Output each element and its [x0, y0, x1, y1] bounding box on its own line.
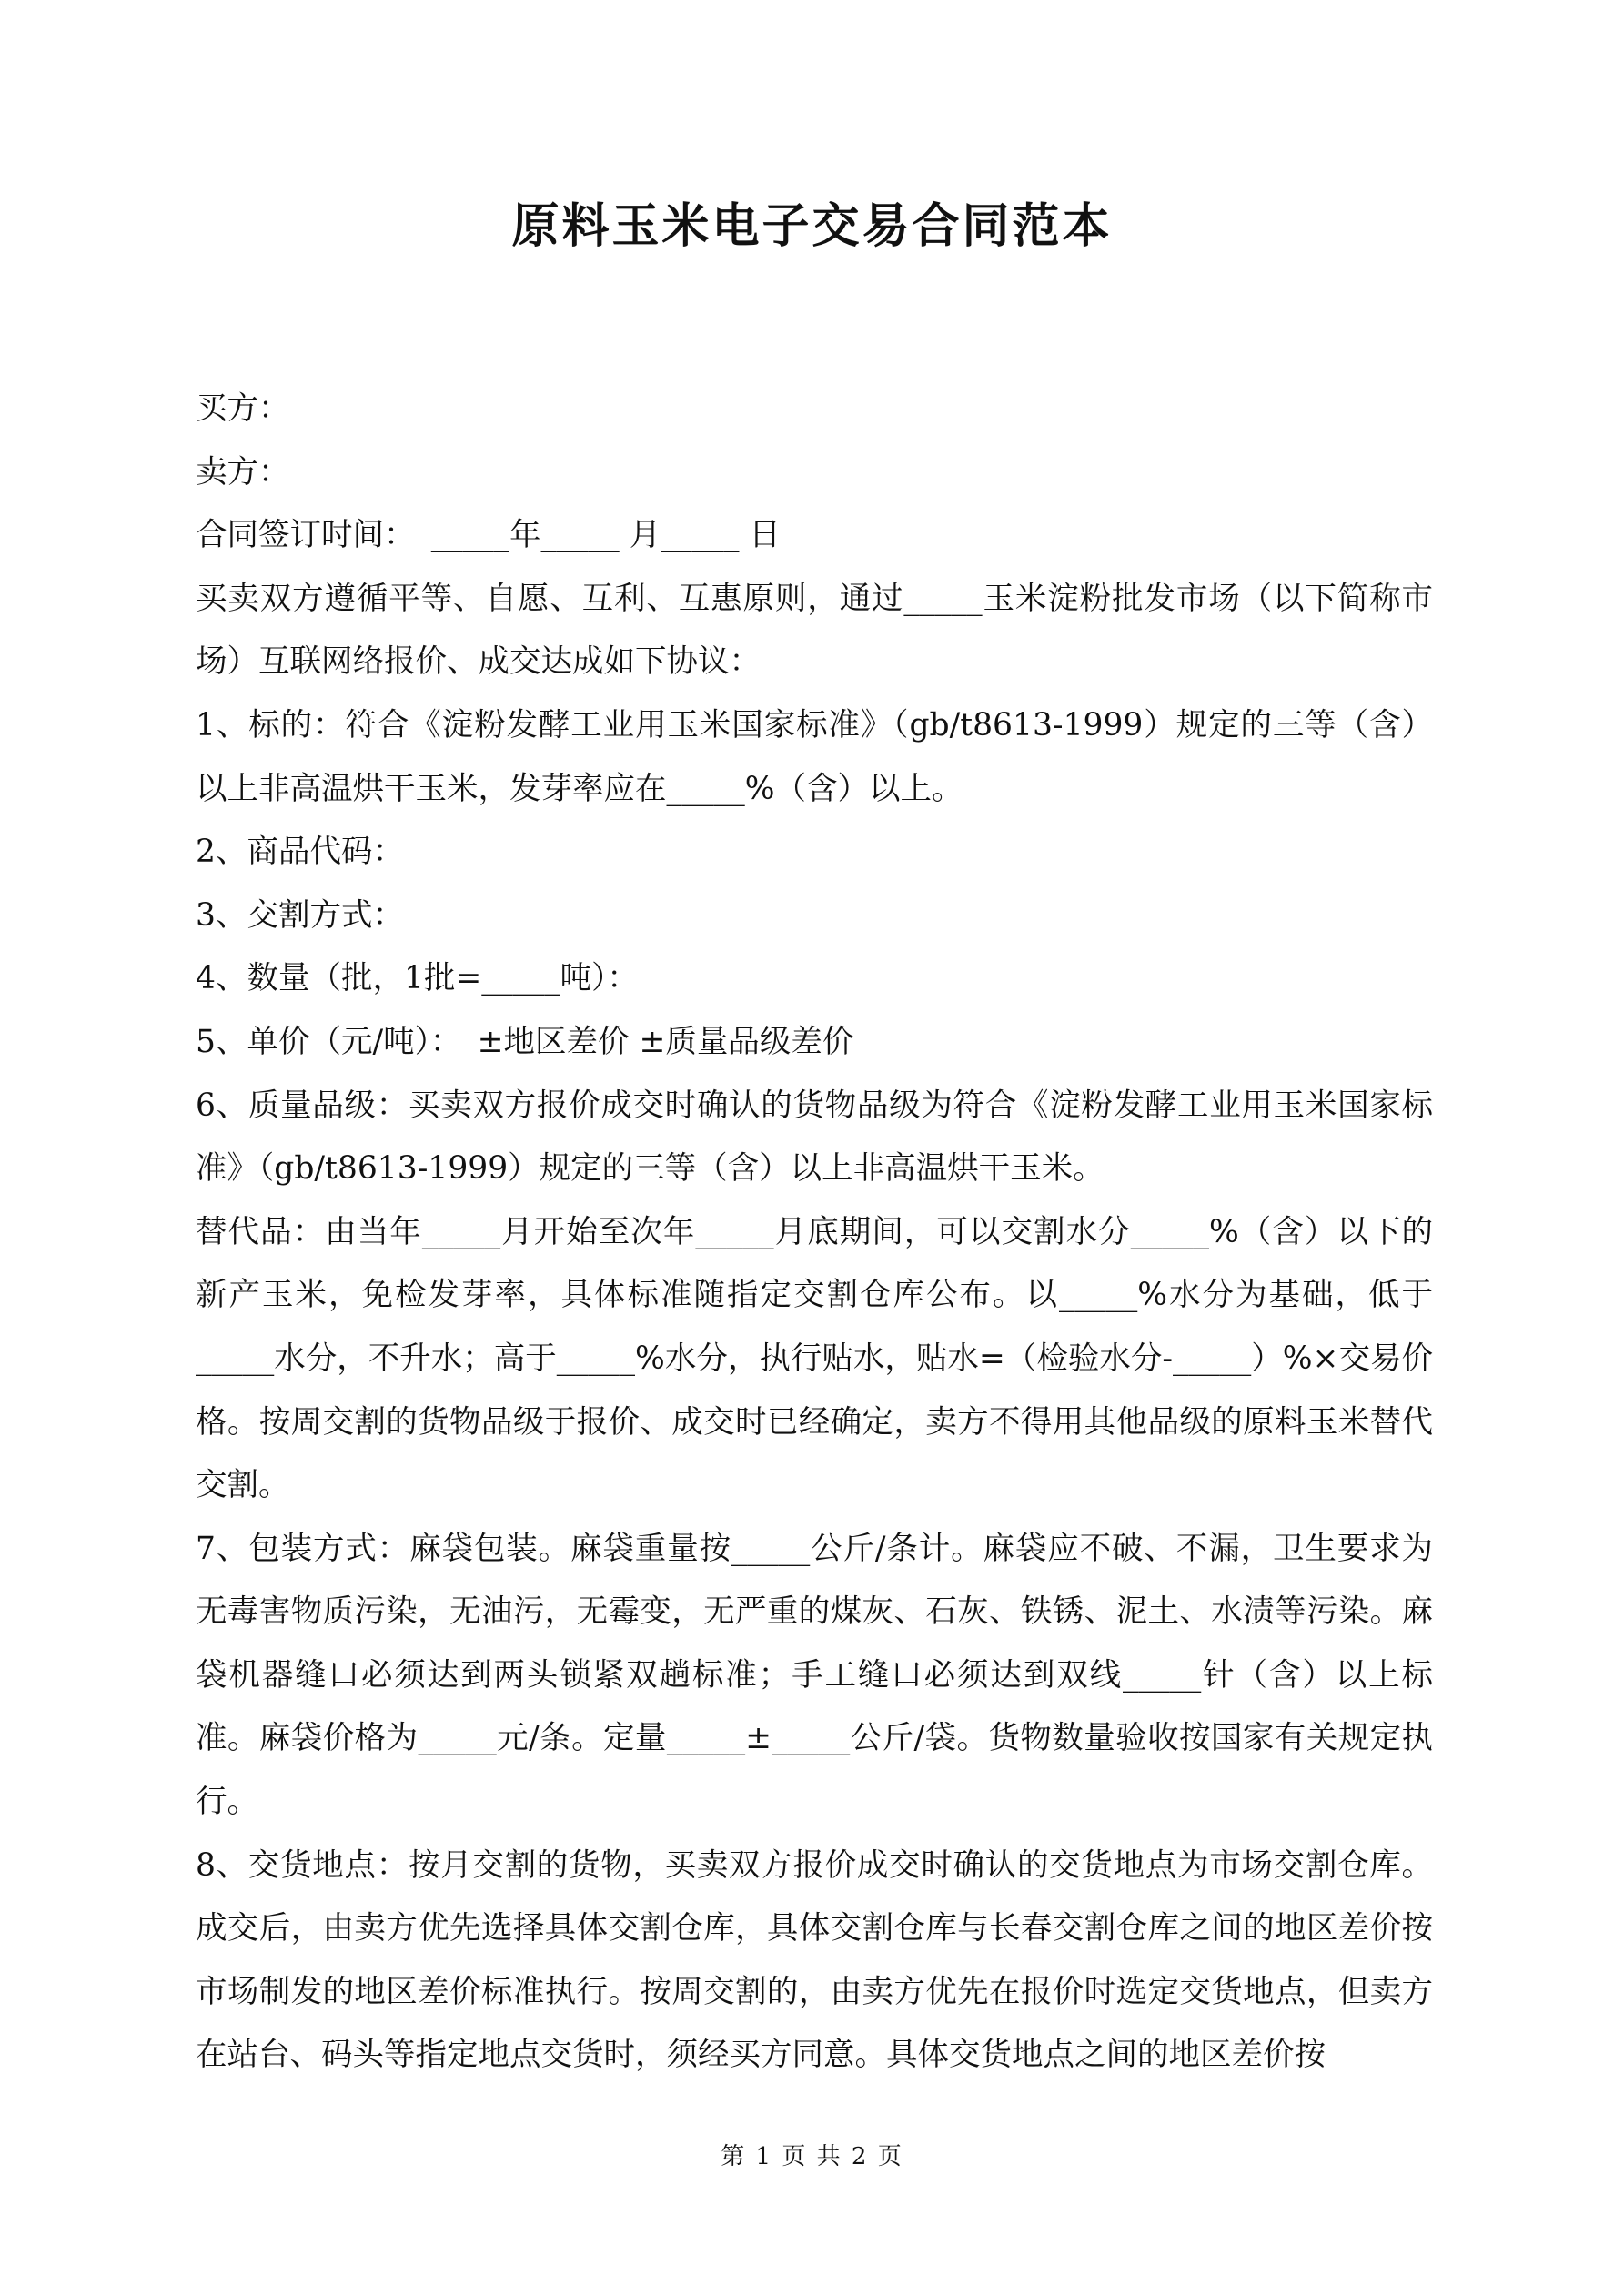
- document-body: [196, 378, 1433, 2088]
- paragraph-clause-7-packaging: 7、包装方式：麻袋包装。麻袋重量按_____公斤/条计。麻袋应不破、不漏，卫生要求为无毒害物质污染，无油污，无霉变，无严重的煤灰、石灰、铁锈、泥土、水渍等污染。麻袋机器缝口必须达到两头锁紧双趟标准；手工缝口必须达到双线_____针（含）以上标准。麻袋价格为_____元/条。定量_____±_____公斤/袋。货物数量验收按国家有关规定执行。: [196, 1530, 1433, 1821]
- page-number-footer: 第 1 页 共 2 页: [721, 2143, 903, 2170]
- paragraph-signing-date: 合同签订时间： _____年_____ 月_____ 日: [196, 517, 781, 554]
- paragraph-buyer: 买方：: [196, 390, 290, 427]
- paragraph-preamble: 买卖双方遵循平等、自愿、互利、互惠原则，通过_____玉米淀粉批发市场（以下简称市场）互联网络报价、成交达成如下协议：: [196, 580, 1433, 681]
- paragraph-clause-1-subject: 1、标的：符合《淀粉发酵工业用玉米国家标准》（gb/t8613-1999）规定的三等（含）以上非高温烘干玉米，发芽率应在_____%（含）以上。: [196, 706, 1433, 807]
- paragraph-clause-4-quantity: 4、数量（批，1批=_____吨）：: [196, 960, 639, 997]
- paragraph-substitutes: 替代品：由当年_____月开始至次年_____月底期间，可以交割水分_____%（含）以下的新产玉米，免检发芽率，具体标准随指定交割仓库公布。以_____%水分为基础，低于_____水分，不升水；高于_____%水分，执行贴水，贴水=（检验水分-_____）%×交易价格。按周交割的货物品级于报价、成交时已经确定，卖方不得用其他品级的原料玉米替代交割。: [196, 1213, 1433, 1504]
- document-title: 原料玉米电子交易合同范本: [511, 198, 1113, 254]
- paragraph-clause-5-price: 5、单价（元/吨）： ±地区差价 ±质量品级差价: [196, 1023, 854, 1060]
- paragraph-clause-2-code: 2、商品代码：: [196, 834, 404, 871]
- paragraph-seller: 卖方：: [196, 453, 290, 491]
- paragraph-clause-8-delivery-location: 8、交货地点：按月交割的货物，买卖双方报价成交时确认的交货地点为市场交割仓库。成交后，由卖方优先选择具体交割仓库，具体交割仓库与长春交割仓库之间的地区差价按市场制发的地区差价标准执行。按周交割的，由卖方优先在报价时选定交货地点，但卖方在站台、码头等指定地点交货时，须经买方同意。具体交货地点之间的地区差价按: [196, 1846, 1433, 2074]
- paragraph-clause-6-quality: 6、质量品级：买卖双方报价成交时确认的货物品级为符合《淀粉发酵工业用玉米国家标准》（gb/t8613-1999）规定的三等（含）以上非高温烘干玉米。: [196, 1087, 1433, 1188]
- paragraph-clause-3-delivery-method: 3、交割方式：: [196, 896, 404, 934]
